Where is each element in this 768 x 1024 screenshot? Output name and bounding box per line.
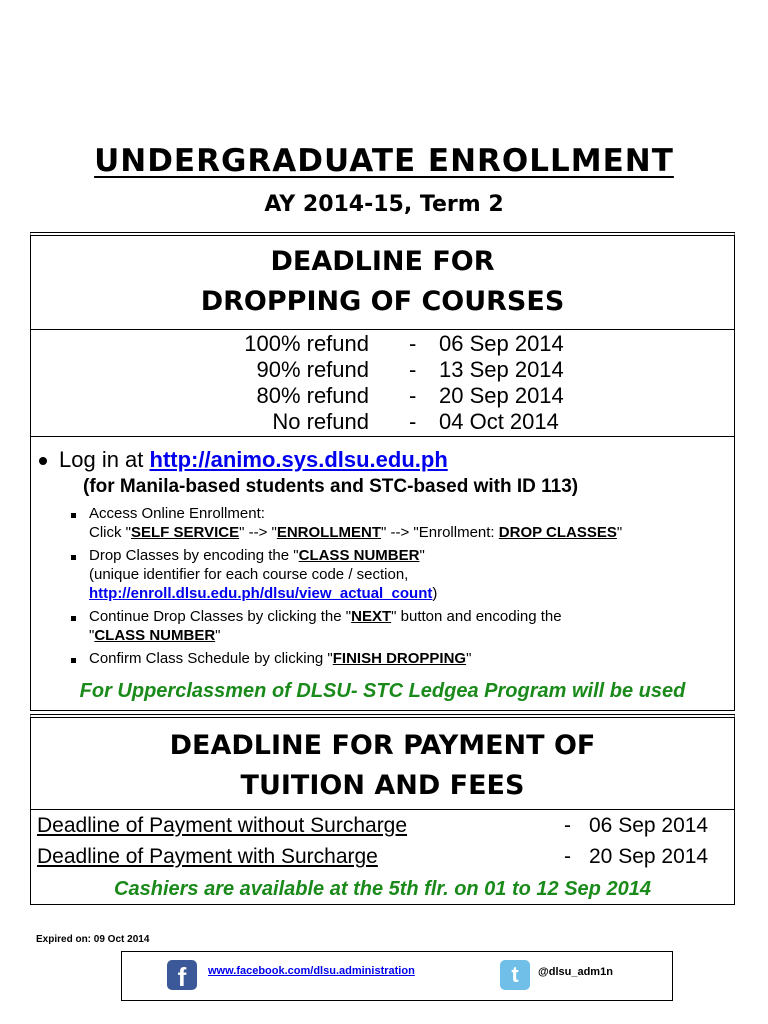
payment-row-label: Deadline of Payment with Surcharge [37, 845, 378, 868]
refund-dash: - [409, 357, 417, 382]
instructions-box [30, 436, 735, 711]
finish-dropping-label: FINISH DROPPING [332, 650, 467, 667]
step-bullet-icon [71, 555, 76, 560]
social-links-box [121, 951, 673, 1001]
refund-date: 04 Oct 2014 [439, 409, 559, 434]
text: " --> " [239, 524, 277, 541]
step-4-line1 [89, 649, 471, 668]
payment-row-dash: - [564, 845, 571, 868]
refund-date: 20 Sep 2014 [439, 383, 564, 408]
self-service-label: SELF SERVICE [131, 524, 240, 541]
refund-label: 90% refund [256, 357, 369, 382]
facebook-icon[interactable]: f [167, 960, 197, 990]
step-2-line2: (unique identifier for each course code / section, [89, 566, 409, 583]
refund-label: 80% refund [256, 383, 369, 408]
payment-row-date: 06 Sep 2014 [589, 814, 709, 837]
cashier-note: Cashiers are available at the 5th flr. on 01 to 12 Sep 2014 [114, 878, 651, 900]
step-1-line1: Access Online Enrollment: [89, 505, 265, 522]
refund-label: 100% refund [244, 331, 369, 356]
twitter-handle[interactable]: @dlsu_adm1n [538, 966, 613, 978]
text: " [89, 627, 95, 644]
text: " [466, 650, 472, 667]
dropping-heading-line1: DEADLINE FOR [270, 246, 495, 277]
step-3-line1 [89, 607, 562, 626]
refund-dash: - [409, 409, 417, 434]
text: Click " [89, 524, 131, 541]
payment-row-date: 20 Sep 2014 [589, 845, 709, 868]
step-bullet-icon [71, 513, 76, 518]
step-bullet-icon [71, 658, 76, 663]
text: ) [432, 585, 438, 602]
step-1-line2 [89, 523, 622, 542]
step-bullet-icon [71, 616, 76, 621]
upperclass-note: For Upperclassmen of DLSU- STC Ledgea Program will be used [79, 680, 686, 702]
payment-details-box [30, 809, 735, 905]
next-label: NEXT [351, 608, 392, 625]
login-prefix: Log in at [59, 447, 150, 472]
payment-row-dash: - [564, 814, 571, 837]
payment-heading-box [30, 714, 735, 810]
login-line [59, 446, 729, 474]
step-3-line2 [89, 626, 221, 645]
payment-heading-line1: DEADLINE FOR PAYMENT OF [169, 730, 596, 761]
text: Confirm Class Schedule by clicking " [89, 650, 333, 667]
animo-sys-link[interactable]: http://animo.sys.dlsu.edu.ph [149, 447, 448, 472]
refund-label: No refund [272, 409, 369, 434]
refund-dash: - [409, 383, 417, 408]
text: Continue Drop Classes by clicking the " [89, 608, 352, 625]
enrollment-label: ENROLLMENT [276, 524, 381, 541]
class-number-label: CLASS NUMBER [298, 547, 420, 564]
text: " button and encoding the [391, 608, 562, 625]
twitter-icon[interactable]: t [500, 960, 530, 990]
text: Drop Classes by encoding the " [89, 547, 299, 564]
login-note: (for Manila-based students and STC-based with ID 113) [83, 476, 579, 497]
payment-heading-line2: TUITION AND FEES [240, 770, 525, 801]
class-number-label: CLASS NUMBER [94, 627, 216, 644]
expired-note: Expired on: 09 Oct 2014 [36, 934, 150, 945]
dropping-heading-box [30, 232, 735, 330]
bullet-dot-icon [39, 457, 47, 465]
drop-classes-label: DROP CLASSES [498, 524, 617, 541]
page-title: UNDERGRADUATE ENROLLMENT [94, 143, 674, 179]
step-2-line3 [89, 584, 437, 603]
step-2-line1 [89, 546, 425, 565]
text: " [215, 627, 221, 644]
payment-row [37, 844, 727, 870]
text: " [616, 524, 623, 541]
text: " [419, 547, 425, 564]
refund-date: 06 Sep 2014 [439, 331, 564, 356]
page-subtitle: AY 2014-15, Term 2 [264, 192, 504, 217]
dropping-heading-line2: DROPPING OF COURSES [200, 286, 565, 317]
payment-row [37, 813, 727, 839]
view-actual-count-link[interactable]: http://enroll.dlsu.edu.ph/dlsu/view_actual_count [89, 585, 433, 602]
refund-date: 13 Sep 2014 [439, 357, 564, 382]
text: " --> "Enrollment: [381, 524, 499, 541]
refund-schedule-box [30, 329, 735, 437]
payment-row-label: Deadline of Payment without Surcharge [37, 814, 408, 837]
facebook-link[interactable]: www.facebook.com/dlsu.administration [208, 965, 415, 977]
refund-dash: - [409, 331, 417, 356]
